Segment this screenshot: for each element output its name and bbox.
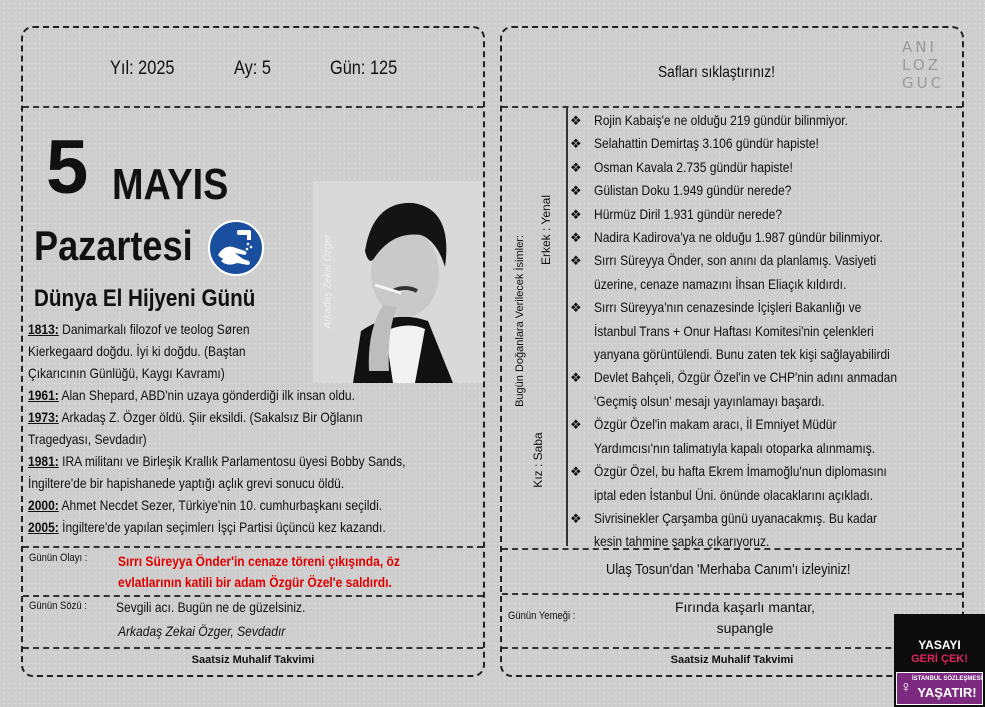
bullet-icon: ❖ [570,159,582,175]
event-label: Günün Olayı : [29,552,88,564]
bullet-icon: ❖ [570,253,582,269]
hand-wash-icon [207,219,265,277]
news-item: ❖ Sırrı Süreyya'nın cenazesinde İçişleri Bakanlığı ve İstanbul Trans + Onur Haftası Komitesi'nin çelenkleri yanyana görüntülendi. Bunu zaten tek kişi sağlayabilirdi [570,296,970,366]
bullet-icon: ❖ [570,510,582,526]
history-list [28,318,478,538]
bullet-icon: ❖ [570,230,582,246]
recommendation: Ulaş Tosun'dan 'Merhaba Canım'ı izleyiniz! [606,561,851,578]
month-name: MAYIS [112,160,229,209]
quote-label: Günün Sözü : [29,600,87,612]
logo-line: LOZ [902,56,941,74]
quote-author: Arkadaş Zekai Özger, Sevdadır [118,623,286,639]
badge-bottom-line-2: YAŞATIR! [917,685,977,700]
left-footer-divider [23,647,483,649]
event-line-2: evlatlarının katili bir adam Özgür Özel'e saldırdı. [118,574,392,590]
left-footer: Saatsiz Muhalif Takvimi [191,654,315,666]
male-name: Erkek : Yenal [539,194,553,266]
history-entry: 2000: Ahmet Necdet Sezer, Türkiye'nin 10. cumhurbaşkanı seçildi. [28,497,383,513]
badge-bottom-line: İSTANBUL SÖZLEŞMESİ [911,676,983,682]
badge-bottom-box [896,672,983,705]
logo-line: ANI [902,38,937,56]
meal-line-1: Fırında kaşarlı mantar, [674,599,816,615]
news-item: ❖ Osman Kavala 2.735 gündür hapiste! [570,156,970,179]
history-entry: 1981: IRA militanı ve Birleşik Krallık Parlamentosu üyesi Bobby Sands, [28,453,406,469]
news-item: ❖ Sivrisinekler Çarşamba günü uyanacakmış. Bu kadar kesin tahmine şapka çıkarıyoruz. [570,507,970,554]
history-entry-cont: İngiltere'de bir hapishanede yaptığı açlık grevi sonucu öldü. [28,475,345,491]
bullet-icon: ❖ [570,464,582,480]
news-item: ❖ Devlet Bahçeli, Özgür Özel'in ve CHP'nin adını anmadan 'Geçmiş olsun' mesajı yayınlamayı başardı. [570,366,970,413]
day-number: 5 [46,125,89,210]
meal-line-2: supangle [716,620,774,636]
news-item: ❖ Nadira Kadirova'ya ne olduğu 1.987 gündür bilinmiyor. [570,226,970,249]
female-name: Kız : Saba [531,432,545,488]
event-divider [23,546,483,548]
photo-caption: Arkadaş Zekai Özger [322,234,334,329]
news-item: ❖ Sırrı Süreyya Önder, son anını da planlamış. Vasiyeti üzerine, cenaze namazını İhsan Eliaçık kıldırdı. [570,249,970,296]
right-footer-divider [502,647,962,649]
bullet-icon: ❖ [570,300,582,316]
news-bullet-list [570,109,970,554]
aniloz-logo [902,38,944,92]
istanbul-convention-badge [894,614,985,707]
badge-top-line: YASAYI [918,638,961,652]
month-label: Ay: 5 [234,58,271,79]
year-label: Yıl: 2025 [110,58,175,79]
right-footer: Saatsiz Muhalif Takvimi [670,654,794,666]
history-entry: 1813: Danimarkalı filozof ve teolog Søren [28,321,250,337]
bullet-icon: ❖ [570,206,582,222]
quote-divider [23,595,483,597]
history-entry-cont: Kierkegaard doğdu. İyi ki doğdu. (Baştan [28,343,246,359]
event-line-1: Sırrı Süreyya Önder'in cenaze töreni çıkışında, öz [118,553,400,569]
history-entry: 1973: Arkadaş Z. Özger öldü. Şiir eksildi. (Sakalsız Bir Oğlanın [28,409,363,425]
history-entry: 2005: İngiltere'de yapılan seçimlerı İşçi Partisi üçüncü kez kazandı. [28,519,386,535]
news-item: ❖ Özgür Özel, bu hafta Ekrem İmamoğlu'nun diplomasını iptal eden İstanbul Üni. önünde olacaklarını açıkladı. [570,460,970,507]
news-item: ❖ Hürmüz Diril 1.931 gündür nerede? [570,203,970,226]
news-item: ❖ Gülistan Doku 1.949 gündür nerede? [570,179,970,202]
names-title: Bugün Doğanlara Verilecek İsimler: [514,235,526,407]
recommendation-divider [502,548,962,550]
female-symbol-icon: ♀ [900,679,912,696]
logo-line: GUC [902,74,945,92]
history-entry-cont: Tragedyası, Sevdadır) [28,431,147,447]
history-entry: 1961: Alan Shepard, ABD'nin uzaya gönderdiği ilk insan oldu. [28,387,355,403]
bullet-icon: ❖ [570,136,582,152]
bullet-icon: ❖ [570,370,582,386]
special-day-title: Dünya El Hijyeni Günü [34,285,256,312]
right-header-divider [502,106,962,108]
bullet-icon: ❖ [570,417,582,433]
names-column-divider [566,108,568,546]
bullet-icon: ❖ [570,113,582,128]
news-item: ❖ Selahattin Demirtaş 3.106 gündür hapiste! [570,132,970,155]
news-item: ❖ Rojin Kabaiş'e ne olduğu 219 gündür bilinmiyor. [570,109,970,132]
news-item: ❖ Özgür Özel'in makam aracı, İl Emniyet Müdür Yardımcısı'nın talimatıyla kapalı otoparka alınmamış. [570,413,970,460]
quote-text: Sevgili acı. Bugün ne de güzelsiniz. [116,599,306,615]
weekday: Pazartesi [34,222,193,269]
badge-top-line-2: GERİ ÇEK! [911,653,968,665]
day-count-label: Gün: 125 [330,58,398,79]
meal-label: Günün Yemeği : [508,610,576,622]
left-header-divider [23,106,483,108]
bullet-icon: ❖ [570,183,582,199]
right-header: Safları sıklaştırınız! [658,64,776,81]
meal-divider [502,593,962,595]
history-entry-cont: Çıkarıcının Günlüğü, Kaygı Kavramı) [28,365,225,381]
